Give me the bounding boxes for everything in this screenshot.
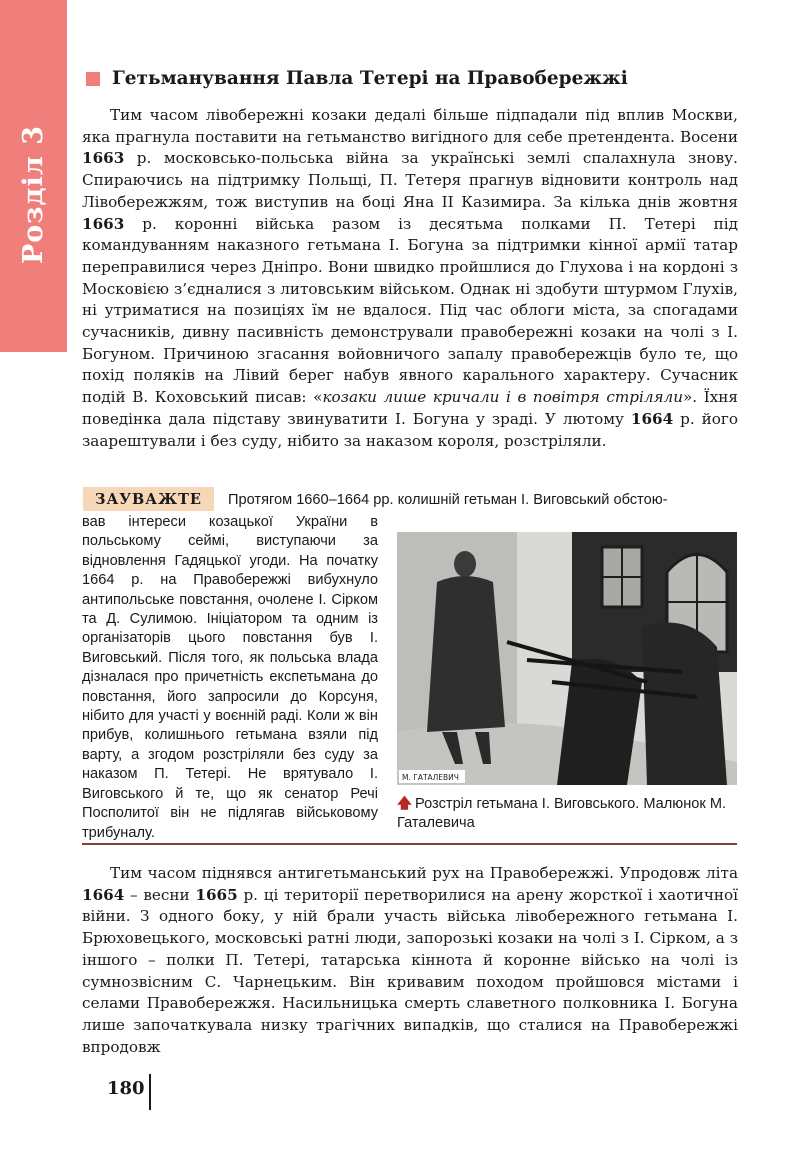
figure-caption <box>397 795 742 833</box>
text-run: Тим часом лівобережні козаки дедалі більше підпадали під вплив Москви, яка прагнула поставити на гетьманство вигідного для себе претендента. Восени <box>82 106 738 146</box>
chapter-label-wrapper <box>0 0 67 352</box>
text-run: – весни <box>124 885 196 904</box>
main-paragraph-2 <box>82 863 738 1058</box>
text-run: р. ці території перетворилися на арену жорсткої і хаотичної війни. З одного боку, у ній брали участь війська лівобережного гетьмана І. Брюховецького, московські ратні люди, запорозькі козаки на чолі з І. Сірком, а з іншого – полки П. Тетері, татарська кіннота й коронне військо на чолі із сумнозвісним С. Чарнецьким. Він кривавим походом пройшовся містами і селами Правобережжя. Насильницька смерть славетного полковника І. Богуна лише започаткувала низку трагічних випадків, що сталися на Правобережжі впродовж <box>82 885 738 1056</box>
bold-year: 1665 <box>195 885 238 904</box>
note-body: вав інтереси козацької України в польському сеймі, виступаючи за відновлення Гадяцької угоди. На початку 1664 р. на Правобережжі вибухнуло антипольське повстання, очолене І. Сірком та Д. Сулимою. Ініціатором та одним із організаторів цього повстання був І. Виговський. Після того, як польська влада дізналася про причетність експетьмана до повстання, його запросили до Корсуня, нібито для участі у воєнній раді. Коли ж він прибув, колишнього гетьмана взяли під варту, а згодом розстріляли без суду за наказом П. Тетері. Не врятувало І. Виговського й те, що як сенатор Речі Посполитої він не підлягав військовому трибуналу. <box>82 514 378 841</box>
bold-year: 1664 <box>82 885 125 904</box>
hetman-head <box>454 551 476 577</box>
bold-year: 1664 <box>630 409 674 428</box>
page-number: 180 <box>107 1078 145 1099</box>
section-heading <box>86 68 628 89</box>
note-first-line: Протягом 1660–1664 рр. колишній гетьман І. Виговський обстою- <box>228 492 668 508</box>
square-bullet-icon <box>86 72 100 86</box>
text-run: р. коронні війська разом із десятьма полками П. Тетері під командуванням наказного гетьмана І. Богуна за підтримки кінної армії татар переправилися через Дніпро. Вони швидко пройшлися до Глухова і на кордоні з Московією з’єдналися з литовським військом. Однак ні здобути штурмом Глухів, ні утриматися на позиціях їм не вдалося. Під час облоги міста, за спогадами сучасників, дивну пасивність демонстрували правобережні козаки на чолі з І. Богуном. Причиною згасання войовничого запалу правобережців було те, що похід поляків на Лівий берег набув явного карального характеру. Сучасник подій В. Коховський писав: « <box>82 214 738 407</box>
text-run: р. московсько-польська війна за українські землі спалахнула знову. Спираючись на підтримку Польщі, П. Тетеря прагнув відновити контроль над Лівобережжям, тож виступив на боці Яна II Казимира. За кілька днів жовтня <box>82 149 738 211</box>
bold-year: 1663 <box>82 149 125 168</box>
main-paragraph-1 <box>82 105 738 452</box>
section-divider <box>82 843 737 845</box>
note-badge: ЗАУВАЖТЕ <box>83 487 214 511</box>
hetman-figure <box>427 576 505 732</box>
execution-illustration <box>397 532 737 785</box>
illustration-drawing <box>397 532 737 785</box>
text-run: Тим часом піднявся антигетьманський рух на Правобережжі. Упродовж літа <box>110 864 738 882</box>
section-title: Гетьманування Павла Тетері на Правобережжі <box>112 68 628 89</box>
soldier-figure <box>642 623 727 786</box>
chapter-label: Розділ 3 <box>18 124 49 264</box>
text-run: р. його заарештували і без суду, нібито за наказом короля, розстріляли. <box>82 409 738 450</box>
artist-signature: М. ГАТАЛЕВИЧ <box>402 773 459 782</box>
caption-text: Розстріл гетьмана І. Виговського. Малюнок М. Гаталевича <box>397 796 727 831</box>
italic-quote: козаки лише кричали і в повітря стріляли <box>322 388 683 407</box>
bold-year: 1663 <box>82 214 125 233</box>
text-run: ». Їхня поведінка дала підставу звинуватити І. Богуна у зраді. У лютому <box>82 388 738 428</box>
arrow-up-icon: 🡅 <box>397 796 413 812</box>
page-number-separator <box>149 1074 151 1110</box>
